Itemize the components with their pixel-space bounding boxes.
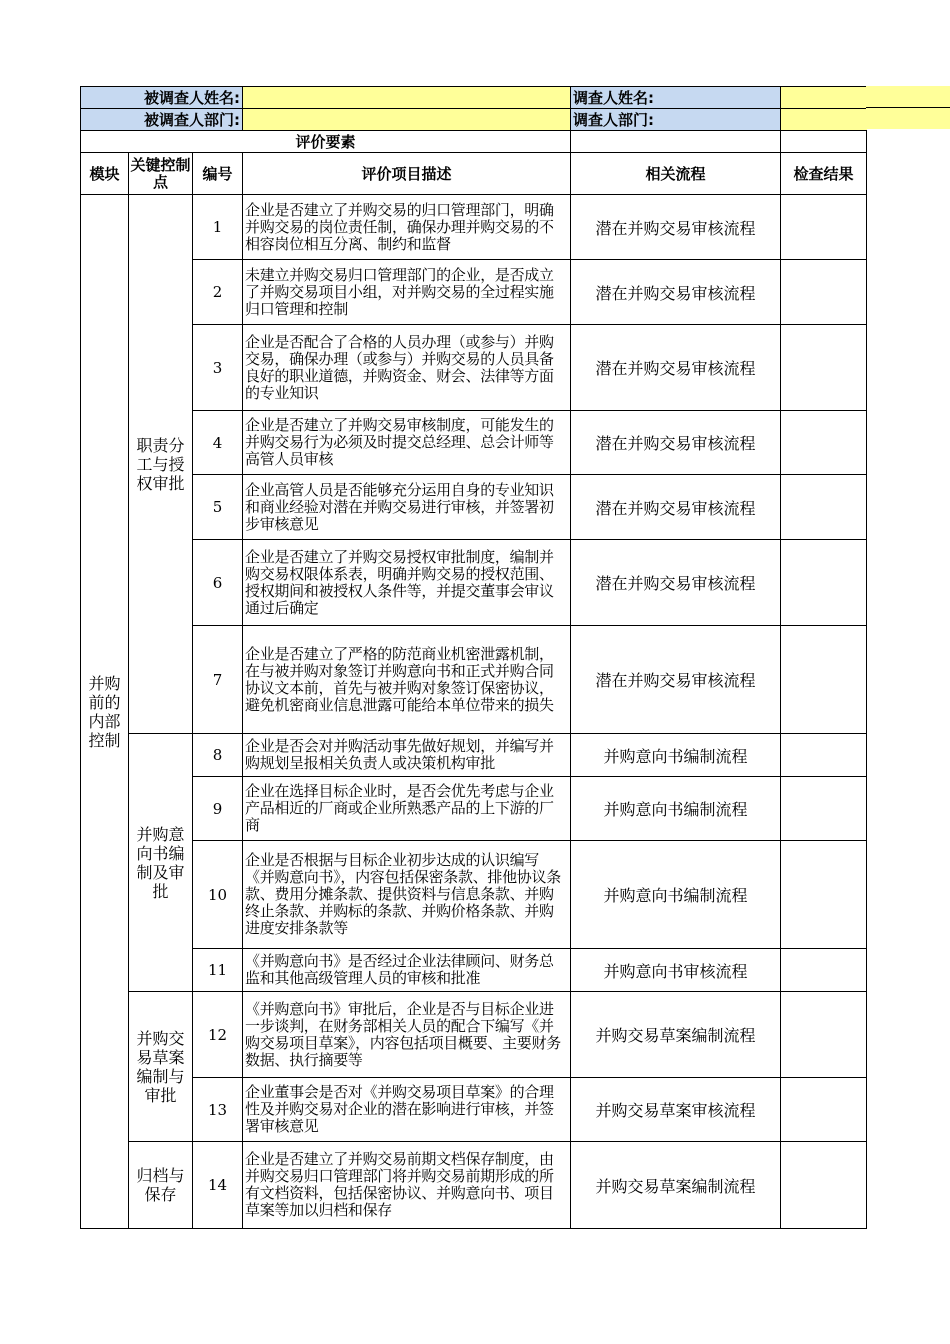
row-number: 10: [193, 841, 243, 949]
respondent-dept-label: 被调查人部门:: [81, 109, 243, 131]
row-process: 并购意向书编制流程: [571, 777, 781, 841]
row-description: 企业董事会是否对《并购交易项目草案》的合理性及并购交易对企业的潜在影响进行审核，并签署审核意见: [243, 1078, 571, 1142]
investigator-dept-label: 调查人部门:: [571, 109, 781, 131]
table-row: [81, 475, 867, 540]
row-description: 企业是否会对并购活动事先做好规划，并编写并购规划呈报相关负责人或决策机构审批: [243, 734, 571, 777]
table-row: [81, 626, 867, 734]
key-control-header: 关键控制点: [129, 153, 193, 195]
table-row: [81, 841, 867, 949]
divider: [866, 107, 950, 108]
row-process: 并购交易草案编制流程: [571, 1142, 781, 1229]
table-row: [81, 411, 867, 475]
row-description: 企业是否配合了合格的人员办理（或参与）并购交易，确保办理（或参与）并购交易的人员具备良好的职业道德，并购资金、财会、法律等方面的专业知识: [243, 325, 571, 411]
table-row: [81, 260, 867, 325]
investigator-name-label: 调查人姓名:: [571, 87, 781, 109]
evaluation-table: [80, 86, 867, 1229]
row-result[interactable]: [781, 777, 867, 841]
key-control-cell: 归档与保存: [129, 1142, 193, 1229]
row-process: 并购交易草案审核流程: [571, 1078, 781, 1142]
number-header: 编号: [193, 153, 243, 195]
table-row: [81, 540, 867, 626]
row-number: 3: [193, 325, 243, 411]
row-number: 2: [193, 260, 243, 325]
row-result[interactable]: [781, 949, 867, 992]
description-header: 评价项目描述: [243, 153, 571, 195]
blank-header-cell: [571, 131, 781, 153]
row-process: 潜在并购交易审核流程: [571, 260, 781, 325]
investigator-dept-field[interactable]: [781, 109, 867, 131]
row-description: 企业是否建立了并购交易授权审批制度，编制并购交易权限体系表，明确并购交易的授权范围、授权期间和被授权人条件等，并提交董事会审议通过后确定: [243, 540, 571, 626]
respondent-dept-field[interactable]: [243, 109, 571, 131]
row-result[interactable]: [781, 841, 867, 949]
row-number: 12: [193, 992, 243, 1078]
row-description: 企业高管人员是否能够充分运用自身的专业知识和商业经验对潜在并购交易进行审核，并签署初步审核意见: [243, 475, 571, 540]
table-row: [81, 992, 867, 1078]
row-description: 企业在选择目标企业时，是否会优先考虑与企业产品相近的厂商或企业所熟悉产品的上下游的厂商: [243, 777, 571, 841]
respondent-name-field[interactable]: [243, 87, 571, 109]
row-process: 潜在并购交易审核流程: [571, 195, 781, 260]
row-description: 企业是否建立了并购交易前期文档保存制度，由并购交易归口管理部门将并购交易前期形成的所有文档资料，包括保密协议、并购意向书、项目草案等加以归档和保存: [243, 1142, 571, 1229]
row-description: 《并购意向书》是否经过企业法律顾问、财务总监和其他高级管理人员的审核和批准: [243, 949, 571, 992]
table-row: [81, 777, 867, 841]
eval-elements-header: 评价要素: [81, 131, 571, 153]
row-result[interactable]: [781, 195, 867, 260]
row-result[interactable]: [781, 325, 867, 411]
row-process: 潜在并购交易审核流程: [571, 411, 781, 475]
row-number: 6: [193, 540, 243, 626]
module-header: 模块: [81, 153, 129, 195]
row-number: 14: [193, 1142, 243, 1229]
row-number: 8: [193, 734, 243, 777]
row-description: 企业是否根据与目标企业初步达成的认识编写《并购意向书》，内容包括保密条款、排他协议条款、费用分摊条款、提供资料与信息条款、并购终止条款、并购标的条款、并购价格条款、并购进度安排条款等: [243, 841, 571, 949]
row-number: 5: [193, 475, 243, 540]
row-result[interactable]: [781, 626, 867, 734]
row-number: 7: [193, 626, 243, 734]
row-process: 并购意向书编制流程: [571, 734, 781, 777]
row-number: 9: [193, 777, 243, 841]
row-number: 4: [193, 411, 243, 475]
row-process: 潜在并购交易审核流程: [571, 626, 781, 734]
blank-header-cell: [781, 131, 867, 153]
row-result[interactable]: [781, 475, 867, 540]
row-result[interactable]: [781, 540, 867, 626]
row-number: 11: [193, 949, 243, 992]
row-result[interactable]: [781, 734, 867, 777]
row-description: 未建立并购交易归口管理部门的企业，是否成立了并购交易项目小组，对并购交易的全过程实施归口管理和控制: [243, 260, 571, 325]
key-control-cell: 并购意向书编制及审批: [129, 734, 193, 992]
key-control-cell: 并购交易草案编制与审批: [129, 992, 193, 1142]
row-process: 并购意向书编制流程: [571, 841, 781, 949]
row-number: 1: [193, 195, 243, 260]
overflow-fill: [866, 86, 950, 129]
table-row: [81, 1078, 867, 1142]
row-description: 企业是否建立了并购交易审核制度，可能发生的并购交易行为必须及时提交总经理、总会计师等高管人员审核: [243, 411, 571, 475]
table-row: [81, 734, 867, 777]
row-description: 企业是否建立了并购交易的归口管理部门，明确并购交易的岗位责任制，确保办理并购交易的不相容岗位相互分离、制约和监督: [243, 195, 571, 260]
row-result[interactable]: [781, 1142, 867, 1229]
row-result[interactable]: [781, 1078, 867, 1142]
table-row: [81, 1142, 867, 1229]
key-control-cell: 职责分工与授权审批: [129, 195, 193, 734]
row-result[interactable]: [781, 260, 867, 325]
row-process: 并购交易草案编制流程: [571, 992, 781, 1078]
row-process: 并购意向书审核流程: [571, 949, 781, 992]
process-header: 相关流程: [571, 153, 781, 195]
row-process: 潜在并购交易审核流程: [571, 325, 781, 411]
table-row: [81, 325, 867, 411]
module-cell: 并购前的内部控制: [81, 195, 129, 1229]
row-number: 13: [193, 1078, 243, 1142]
row-description: 《并购意向书》审批后，企业是否与目标企业进一步谈判，在财务部相关人员的配合下编写《并购交易项目草案》，内容包括项目概要、主要财务数据、执行摘要等: [243, 992, 571, 1078]
row-process: 潜在并购交易审核流程: [571, 540, 781, 626]
investigator-name-field[interactable]: [781, 87, 867, 109]
result-header: 检查结果: [781, 153, 867, 195]
row-description: 企业是否建立了严格的防范商业机密泄露机制，在与被并购对象签订并购意向书和正式并购合同协议文本前，首先与被并购对象签订保密协议，避免机密商业信息泄露可能给本单位带来的损失: [243, 626, 571, 734]
row-process: 潜在并购交易审核流程: [571, 475, 781, 540]
table-row: [81, 949, 867, 992]
respondent-name-label: 被调查人姓名:: [81, 87, 243, 109]
table-row: [81, 195, 867, 260]
row-result[interactable]: [781, 411, 867, 475]
row-result[interactable]: [781, 992, 867, 1078]
